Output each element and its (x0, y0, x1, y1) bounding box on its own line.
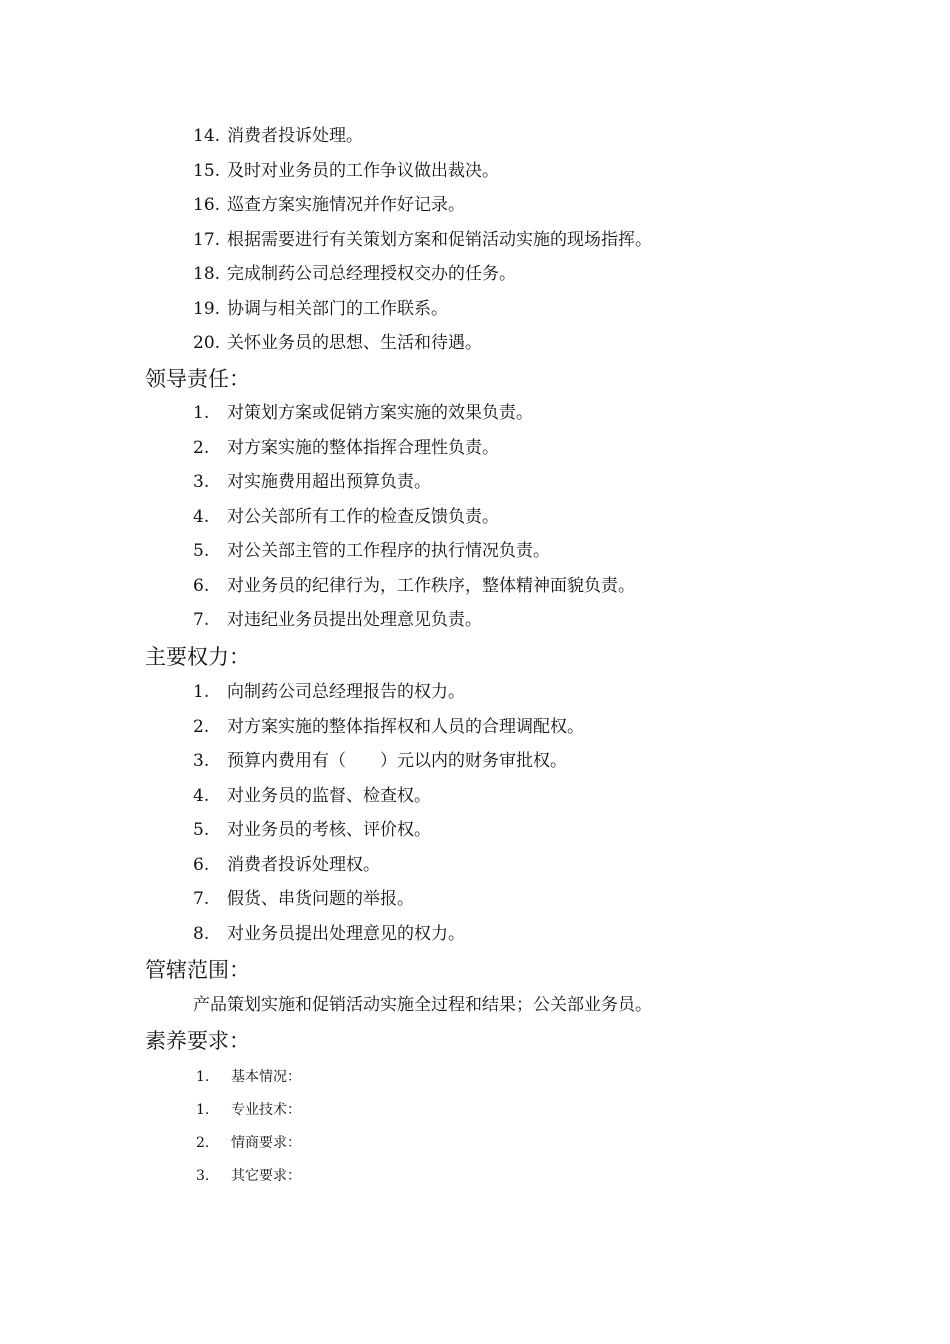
item-number: 3. (196, 1168, 210, 1184)
item-text: 预算内费用有（ ）元以内的财务审批权。 (227, 751, 567, 771)
item-text: 向制药公司总经理报告的权力。 (227, 682, 465, 702)
item-text: 对业务员的考核、评价权。 (227, 820, 431, 840)
item-text: 假货、串货问题的举报。 (227, 889, 414, 909)
item-number: 8. (193, 923, 210, 944)
item-number: 17. (193, 229, 221, 250)
item-number: 2. (196, 1135, 210, 1151)
item-text: 对业务员的监督、检查权。 (227, 785, 431, 806)
item-number: 6. (193, 854, 210, 875)
item-text: 基本情况： (231, 1069, 301, 1085)
section-heading-scope: 管辖范围： (145, 958, 250, 982)
item-text: 其它要求： (231, 1168, 301, 1184)
item-text: 对公关部主管的工作程序的执行情况负责。 (227, 541, 550, 561)
item-number: 5. (193, 541, 210, 561)
item-number: 6. (193, 575, 210, 596)
item-text: 对业务员的纪律行为，工作秩序，整体精神面貌负责。 (227, 575, 635, 596)
item-text: 对实施费用超出预算负责。 (227, 472, 431, 492)
item-text: 对策划方案或促销方案实施的效果负责。 (227, 403, 533, 423)
item-text: 对方案实施的整体指挥权和人员的合理调配权。 (227, 716, 584, 737)
item-number: 1. (196, 1102, 210, 1118)
item-number: 5. (193, 820, 210, 840)
section-heading-qualifications: 素养要求： (145, 1029, 250, 1053)
item-number: 4. (193, 506, 210, 527)
item-number: 2. (193, 437, 210, 458)
item-text: 专业技术： (231, 1102, 301, 1118)
item-text: 对方案实施的整体指挥合理性负责。 (227, 437, 499, 458)
item-number: 16. (193, 195, 221, 215)
item-text: 对业务员提出处理意见的权力。 (227, 923, 465, 944)
item-text: 对公关部所有工作的检查反馈负责。 (227, 506, 499, 527)
item-number: 20. (193, 333, 221, 353)
item-number: 14. (193, 126, 221, 146)
item-number: 18. (193, 264, 221, 284)
item-text: 协调与相关部门的工作联系。 (227, 298, 448, 319)
item-number: 1. (193, 403, 210, 423)
section-heading-leadership: 领导责任： (145, 367, 250, 391)
item-number: 3. (193, 472, 210, 492)
item-number: 7. (193, 610, 210, 630)
scope-text: 产品策划实施和促销活动实施全过程和结果；公关部业务员。 (193, 995, 652, 1015)
item-number: 2. (193, 716, 210, 737)
item-number: 19. (193, 298, 221, 319)
item-text: 及时对业务员的工作争议做出裁决。 (227, 160, 499, 181)
item-text: 对违纪业务员提出处理意见负责。 (227, 610, 482, 630)
item-text: 关怀业务员的思想、生活和待遇。 (227, 333, 482, 353)
item-text: 根据需要进行有关策划方案和促销活动实施的现场指挥。 (227, 229, 652, 250)
item-text: 消费者投诉处理。 (227, 126, 363, 146)
item-number: 3. (193, 751, 210, 771)
item-number: 1. (196, 1069, 210, 1085)
item-text: 完成制药公司总经理授权交办的任务。 (227, 264, 516, 284)
item-number: 4. (193, 785, 210, 806)
item-text: 巡查方案实施情况并作好记录。 (227, 195, 465, 215)
item-number: 7. (193, 889, 210, 909)
item-text: 消费者投诉处理权。 (227, 854, 380, 875)
item-number: 15. (193, 160, 221, 181)
section-heading-powers: 主要权力： (145, 645, 250, 669)
item-text: 情商要求： (231, 1135, 301, 1151)
item-number: 1. (193, 682, 210, 702)
